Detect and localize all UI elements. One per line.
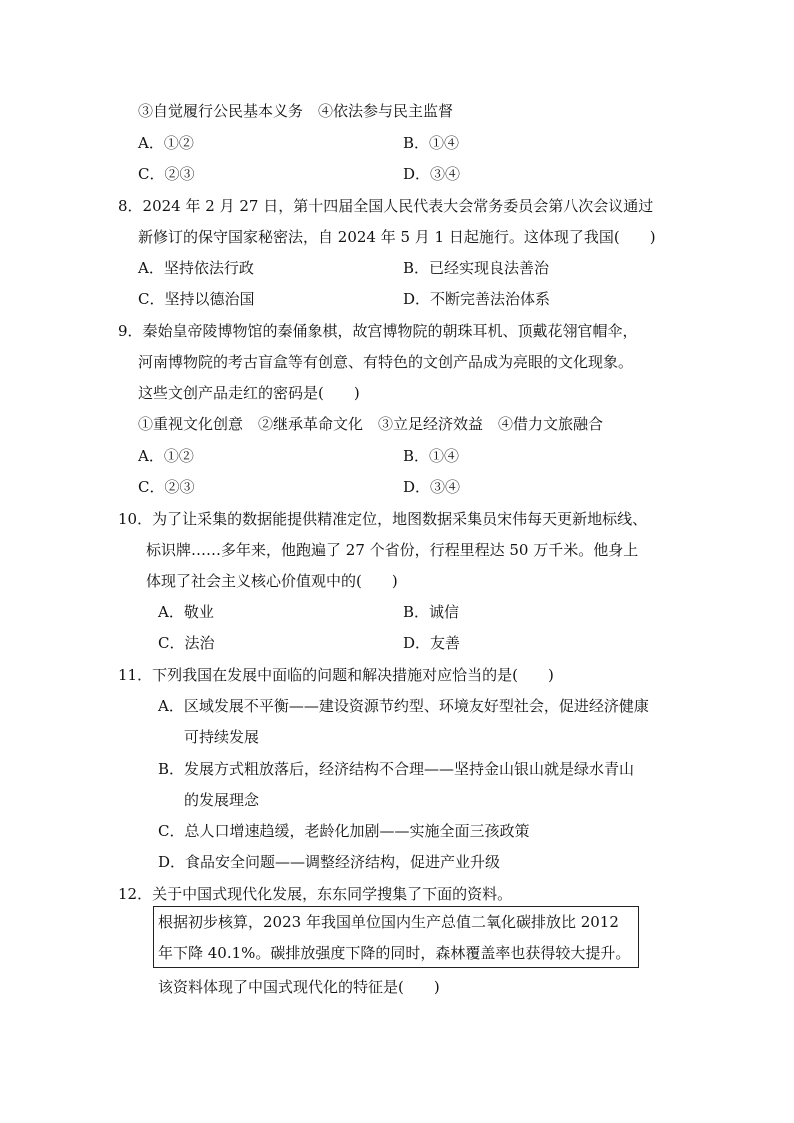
q8-stem-line-2: 新修订的保守国家秘密法，自 2024 年 5 月 1 日起施行。这体现了我国( ) <box>138 228 656 246</box>
q9-stem-line-2: 河南博物院的考古盲盒等有创意、有特色的文创产品成为亮眼的文化现象。 <box>138 353 634 371</box>
q10-option-b[interactable]: B．诚信 <box>403 603 460 621</box>
q12-stem: 12．关于中国式现代化发展，东东同学搜集了下面的资料。 <box>118 885 513 903</box>
q11-option-a-cont: 可持续发展 <box>184 728 260 746</box>
q8-option-c[interactable]: C．坚持以德治国 <box>138 290 255 308</box>
q10-stem-line-3: 体现了社会主义核心价值观中的( ) <box>146 572 398 590</box>
q10-stem-line-2: 标识牌……多年来，他跑遍了 27 个省份，行程里程达 50 万千米。他身上 <box>146 541 639 559</box>
q9-statements: ①重视文化创意 ②继承革命文化 ③立足经济效益 ④借力文旅融合 <box>138 415 604 433</box>
q7-option-c[interactable]: C．②③ <box>138 165 195 183</box>
q8-option-a[interactable]: A．坚持依法行政 <box>138 259 254 277</box>
q8-stem-line-1: 8．2024 年 2 月 27 日，第十四届全国人民代表大会常务委员会第八次会议通过 <box>118 197 654 215</box>
q8-option-d[interactable]: D．不断完善法治体系 <box>403 290 551 308</box>
q11-option-b[interactable]: B．发展方式粗放落后，经济结构不合理——坚持金山银山就是绿水青山 <box>158 760 635 778</box>
q10-option-d[interactable]: D．友善 <box>403 634 461 652</box>
q11-option-b-cont: 的发展理念 <box>184 791 260 809</box>
q11-option-d[interactable]: D．食品安全问题——调整经济结构，促进产业升级 <box>158 853 501 871</box>
q7-option-a[interactable]: A．①② <box>138 134 194 152</box>
q9-option-b[interactable]: B．①④ <box>403 447 460 465</box>
q9-stem-line-1: 9．秦始皇帝陵博物馆的秦俑象棋，故宫博物院的朝珠耳机、顶戴花翎官帽伞， <box>118 322 638 340</box>
q7-statements: ③自觉履行公民基本义务 ④依法参与民主监督 <box>138 102 454 120</box>
q10-option-c[interactable]: C．法治 <box>158 634 215 652</box>
q12-material-line-1: 根据初步核算，2023 年我国单位国内生产总值二氧化碳排放比 2012 <box>158 913 619 931</box>
q11-option-c[interactable]: C．总人口增速趋缓，老龄化加剧——实施全面三孩政策 <box>158 822 530 840</box>
q9-option-c[interactable]: C．②③ <box>138 478 195 496</box>
q10-option-a[interactable]: A．敬业 <box>158 603 214 621</box>
q9-stem-line-3: 这些文创产品走红的密码是( ) <box>138 384 360 402</box>
q9-option-a[interactable]: A．①② <box>138 447 194 465</box>
q7-option-d[interactable]: D．③④ <box>403 165 461 183</box>
q9-option-d[interactable]: D．③④ <box>403 478 461 496</box>
q12-material-line-2: 年下降 40.1%。碳排放强度下降的同时，森林覆盖率也获得较大提升。 <box>158 944 631 962</box>
q10-stem-line-1: 10．为了让采集的数据能提供精准定位，地图数据采集员宋伟每天更新地标线、 <box>118 510 648 528</box>
q8-option-b[interactable]: B．已经实现良法善治 <box>403 259 550 277</box>
q11-option-a[interactable]: A．区域发展不平衡——建设资源节约型、环境友好型社会，促进经济健康 <box>158 697 649 715</box>
q12-question: 该资料体现了中国式现代化的特征是( ) <box>158 978 440 996</box>
q11-stem: 11．下列我国在发展中面临的问题和解决措施对应恰当的是( ) <box>118 666 554 684</box>
q7-option-b[interactable]: B．①④ <box>403 134 460 152</box>
